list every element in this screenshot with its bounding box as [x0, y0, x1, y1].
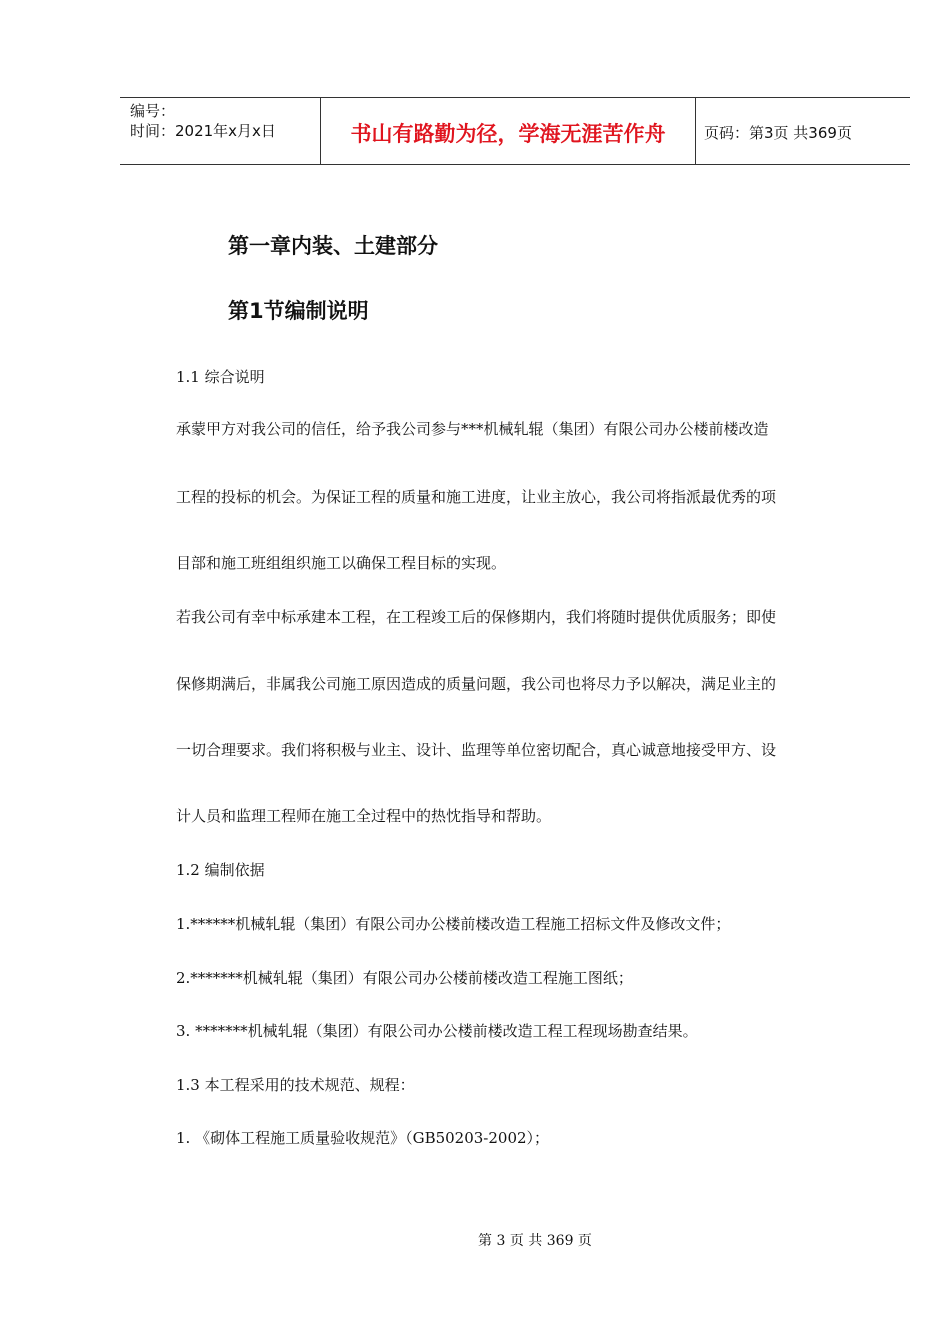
text-line: 1.3 本工程采用的技术规范、规程： — [176, 1076, 415, 1094]
page-code: 页码：第3页 共369页 — [704, 124, 852, 142]
header-center-cell — [320, 98, 696, 164]
text-line: 目部和施工班组组织施工以确保工程目标的实现。 — [176, 554, 507, 572]
text-line: 1.1 综合说明 — [176, 368, 265, 386]
text-line: 1.******机械轧辊（集团）有限公司办公楼前楼改造工程施工招标文件及修改文件； — [176, 915, 731, 933]
number-label: 编号： — [130, 102, 176, 120]
page-footer: 第 3 页 共 369 页 — [478, 1233, 592, 1249]
chapter-title: 第一章内装、土建部分 — [228, 234, 438, 258]
text-line: 一切合理要求。我们将积极与业主、设计、监理等单位密切配合，真心诚意地接受甲方、设 — [176, 741, 777, 759]
text-line: 1.2 编制依据 — [176, 861, 265, 879]
section-title: 第1节编制说明 — [228, 299, 369, 323]
text-line: 承蒙甲方对我公司的信任，给予我公司参与***机械轧辊（集团）有限公司办公楼前楼改造 — [176, 420, 769, 438]
text-line: 计人员和监理工程师在施工全过程中的热忱指导和帮助。 — [176, 807, 552, 825]
text-line: 3. *******机械轧辊（集团）有限公司办公楼前楼改造工程工程现场勘查结果。 — [176, 1022, 698, 1040]
text-line: 1. 《砌体工程施工质量验收规范》（GB50203-2002）； — [176, 1129, 550, 1147]
text-line: 2.*******机械轧辊（集团）有限公司办公楼前楼改造工程施工图纸； — [176, 969, 633, 987]
time-label: 时间：2021年x月x日 — [130, 122, 276, 140]
text-line: 保修期满后，非属我公司施工原因造成的质量问题，我公司也将尽力予以解决，满足业主的 — [176, 675, 777, 693]
text-line: 若我公司有幸中标承建本工程，在工程竣工后的保修期内，我们将随时提供优质服务；即使 — [176, 608, 777, 626]
header-left-cell — [120, 98, 320, 164]
header-table — [120, 97, 910, 165]
motto: 书山有路勤为径，学海无涯苦作舟 — [350, 122, 666, 146]
header-right-cell — [695, 98, 910, 164]
text-line: 工程的投标的机会。为保证工程的质量和施工进度，让业主放心，我公司将指派最优秀的项 — [176, 488, 777, 506]
